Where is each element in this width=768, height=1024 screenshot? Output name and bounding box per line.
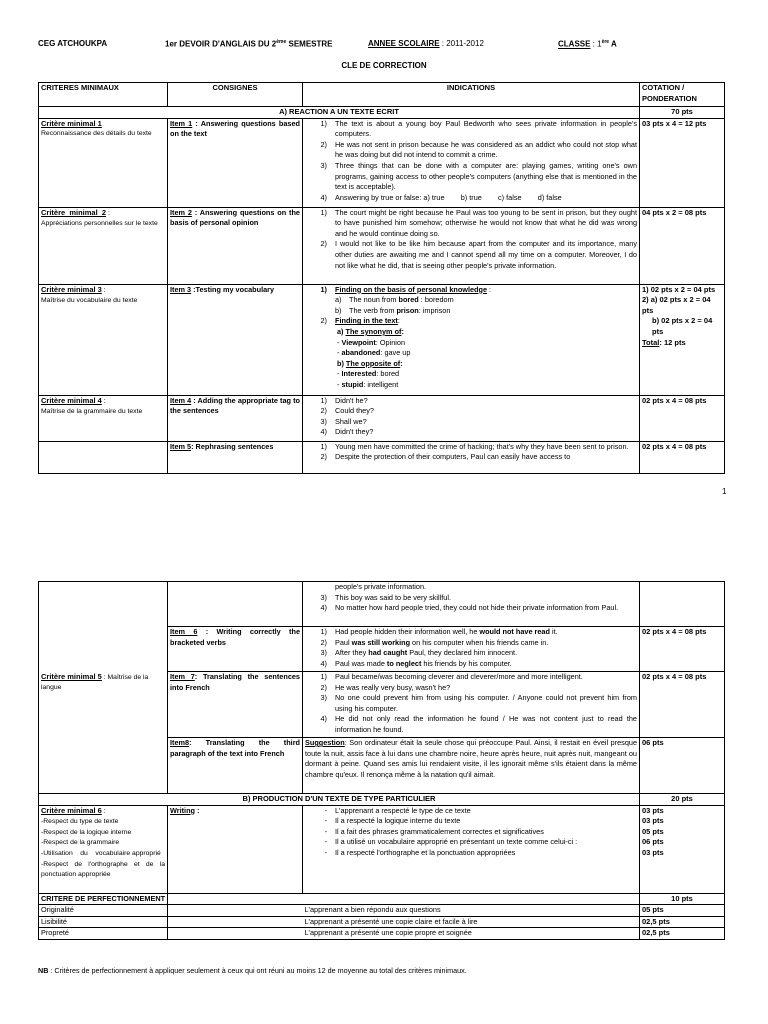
correction-table-page1 — [38, 82, 725, 474]
criterion-5-row — [39, 672, 725, 738]
criterion-2-cell: Critère minimal 2 : Appréciations personnelles sur le texte — [39, 207, 168, 284]
item-6-indications — [303, 627, 640, 672]
criterion-5-cell: Critère minimal 5 : Maîtrise de la langue — [39, 672, 168, 738]
item-2-points: 04 pts x 2 = 08 pts — [640, 207, 725, 284]
list-item: 2) Finding in the text: — [320, 316, 400, 326]
item-1-points: 03 pts x 4 = 12 pts — [640, 118, 725, 207]
item-7-points: 02 pts x 4 = 08 pts — [640, 672, 725, 738]
list-item: 3) This boy was said to be very skillful. — [320, 592, 451, 602]
table-row — [39, 928, 725, 940]
perf-points: 02,5 pts — [640, 928, 725, 940]
item-5-indications — [303, 441, 640, 473]
writing-points: 03 pts 03 pts 05 pts 06 pts 03 pts — [640, 805, 725, 893]
list-item: 3) After they had caught Paul, they declared him innocent. — [320, 648, 518, 658]
page-number: 1 — [722, 487, 727, 496]
list-item: 2) I would not like to be like him because apart from the computer and its importance, many other duties are awaiting me and I cannot spend all my time on a computer. Moreover, I do not like what he did, that is seeing other people's private information. — [320, 239, 637, 270]
item-8-cell: Item8: Translating the third paragraph of the text into French — [168, 738, 303, 794]
table-row — [39, 916, 725, 928]
item-7-cell: Item 7: Translating the sentences into French — [168, 672, 303, 738]
list-item: - Il a respecté la logique interne du texte — [324, 816, 461, 826]
list-item: 4) Didn't they? — [320, 427, 374, 437]
list-item: - Il a utilisé un vocabulaire approprié en présentant un texte comme celui-ci : — [324, 837, 578, 847]
perf-criterion: Originalité — [39, 905, 168, 917]
list-item: 4) He did not only read the information he found / He was not content just to read the information he found. — [320, 714, 637, 734]
perfectionnement-points: 10 pts — [640, 893, 725, 905]
list-item: 2) Could they? — [320, 406, 374, 416]
item-6-row — [39, 627, 725, 672]
list-item: 2) Despite the protection of their computers, Paul can easily have access to — [320, 452, 571, 462]
item-8-points: 06 pts — [640, 738, 725, 794]
section-b-points: 20 pts — [640, 794, 725, 806]
correction-table-page2 — [38, 581, 725, 940]
criterion-3-cell: Critère minimal 3 : Maîtrise du vocabulaire du texte — [39, 284, 168, 395]
list-item: 3) Three things that can be done with a computer are: playing games, writing one's own programs, gaining access to other people's computers (anything else that is mentioned in the text is acceptable). — [320, 160, 637, 192]
criterion-4-row — [39, 395, 725, 441]
criterion-6-row — [39, 805, 725, 893]
section-a-title: A) REACTION A UN TEXTE ECRIT — [39, 107, 640, 119]
section-b-row — [39, 794, 725, 806]
section-a-points: 70 pts — [640, 107, 725, 119]
criterion-3-row — [39, 284, 725, 395]
synonym-block: a) The synonym of: - Viewpoint: Opinion - abandoned: gave up b) The opposite of: - Interested: bored - stupid: intelligent — [337, 326, 411, 389]
table-header-row — [39, 83, 725, 107]
list-item: 1) Finding on the basis of personal knowledge : — [320, 284, 492, 294]
list-item: 3) No one could prevent him from using his computer. / Anyone could not prevent him from using his computer. — [320, 693, 637, 713]
footnote-nb: NB : Critères de perfectionnement à appliquer seulement à ceux qui ont réuni au moins 12 de moyenne au total des critères minimaux. — [38, 966, 467, 975]
criterion-1-title: Critère minimal 1 — [41, 118, 102, 128]
item-5-row — [39, 441, 725, 473]
perf-criterion: Propreté — [39, 928, 168, 940]
list-item: 2) Paul was still working on his computer when his friends came in. — [320, 637, 549, 647]
criterion-1-cell — [39, 118, 168, 207]
item-4-points: 02 pts x 4 = 08 pts — [640, 395, 725, 441]
item-5-continued-indications — [303, 582, 640, 627]
list-item: people's private information. — [335, 582, 427, 591]
col-header-criteres: CRITERES MINIMAUX — [39, 83, 168, 107]
list-item: - L'apprenant a respecté le type de ce texte — [324, 805, 471, 815]
perfectionnement-header-row — [39, 893, 725, 905]
criterion-1-row — [39, 118, 725, 207]
writing-indications — [303, 805, 640, 893]
item-3-indications — [303, 284, 640, 395]
list-item: 1) Had people hidden their information well, he would not have read it. — [320, 627, 558, 636]
item-8-row — [39, 738, 725, 794]
list-item: 1) The court might be right because he Paul was too young to be sent in prison, but they ought to have punished him somehow; otherwise he would not know that what he did was wrong and he would continue doing so. — [320, 207, 637, 238]
list-item: 1) Didn't he? — [320, 395, 368, 405]
list-item: a) The noun from bored : boredom — [335, 295, 454, 305]
criterion-4-cell: Critère minimal 4 : Maîtrise de la grammaire du texte — [39, 395, 168, 441]
perf-indication: L'apprenant a bien répondu aux questions — [303, 905, 640, 917]
list-item: 1) Paul became/was becoming cleverer and cleverer/more and more intelligent. — [320, 672, 583, 681]
col-header-consignes: CONSIGNES — [168, 83, 303, 107]
criterion-6-cell: Critère minimal 6 : -Respect du type de texte -Respect de la logique interne -Respect de la grammaire -Utilisation du vocabulaire approprié -Respect de l'orthographe et de la ponctuation appropriée — [39, 805, 168, 893]
item-7-indications — [303, 672, 640, 738]
perf-indication: L'apprenant a présenté une copie propre et soignée — [303, 928, 640, 940]
criterion-2-row — [39, 207, 725, 284]
list-item: - Il a respecté l'orthographe et la ponctuation appropriées — [324, 847, 516, 857]
list-item: 2) He was not sent in prison because he was considered as an addict who could not stop what he was doing but did not intend to commit a crime. — [320, 139, 637, 160]
perfectionnement-title: CRITERE DE PERFECTIONNEMENT — [39, 893, 168, 905]
section-b-title: B) PRODUCTION D'UN TEXTE DE TYPE PARTICULIER — [39, 794, 640, 806]
item-5-continued-row — [39, 582, 725, 627]
list-item: 4) Answering by true or false: a) true b) true c) false d) false — [320, 192, 562, 202]
item-2-cell: Item 2 : Answering questions on the basis of personal opinion — [168, 207, 303, 284]
col-header-indications: INDICATIONS — [303, 83, 640, 107]
perf-criterion: Lisibilité — [39, 916, 168, 928]
list-item: 4) No matter how hard people tried, they could not hide their private information from Paul. — [320, 603, 619, 613]
item-8-suggestion: Suggestion: Son ordinateur était la seule chose qui préoccupe Paul. Ainsi, il restait en éveil presque toute la nuit, assis face à lui dans une chambre noire, heure après heure, nuit après nuit, mangeant ou dormant à peine. Quand ses amis lui rendaient visite, il les ignorait même s'ils étaient dans la même chambre qu'eux. Il renonça même à la natation qu'il aimait. — [303, 738, 640, 794]
list-item: - Il a fait des phrases grammaticalement correctes et significatives — [324, 826, 544, 836]
item-1-indications — [303, 118, 640, 207]
list-item: b) The verb from prison: imprison — [335, 305, 451, 315]
criterion-1-desc: Reconnaissance des détails du texte — [41, 130, 152, 138]
item-6-points: 02 pts x 4 = 08 pts — [640, 627, 725, 672]
item-6-cell: Item 6 : Writing correctly the bracketed verbs — [168, 627, 303, 672]
item-3-cell: Item 3 :Testing my vocabulary — [168, 284, 303, 395]
list-item: 2) He was really very busy, wasn't he? — [320, 682, 451, 692]
item-5-cell: Item 5: Rephrasing sentences — [168, 441, 303, 473]
item-4-cell: Item 4 : Adding the appropriate tag to the sentences — [168, 395, 303, 441]
writing-cell: Writing : — [168, 805, 303, 893]
school-name: CEG ATCHOUKPA — [38, 39, 108, 48]
school-year: ANNEE SCOLAIRE : 2011-2012 — [368, 39, 484, 48]
document-subtitle: CLE DE CORRECTION — [341, 61, 427, 70]
devoir-title: 1er DEVOIR D'ANGLAIS DU 2ème SEMESTRE — [165, 39, 333, 49]
list-item: 4) Paul was made to neglect his friends by his computer. — [320, 658, 512, 668]
list-item: 1) Young men have committed the crime of hacking; that's why they have been sent to prison. — [320, 441, 629, 451]
list-item: 1) The text is about a young boy Paul Bedworth who sees private information in people's computers. — [320, 118, 637, 139]
item-3-points: 1) 02 pts x 2 = 04 pts 2) a) 02 pts x 2 = 04 pts b) 02 pts x 2 = 04 pts Total: 12 pts — [640, 284, 725, 395]
list-item: 3) Shall we? — [320, 416, 367, 426]
section-a-row — [39, 107, 725, 119]
item-1-cell: Item 1 : Answering questions based on the text — [168, 118, 303, 207]
col-header-cotation: COTATION / PONDERATION — [640, 83, 725, 107]
item-4-indications — [303, 395, 640, 441]
item-2-indications — [303, 207, 640, 284]
class-label: CLASSE : 1ère A — [558, 39, 617, 49]
perf-indication: L'apprenant a présenté une copie claire et facile à lire — [303, 916, 640, 928]
item-5-points: 02 pts x 4 = 08 pts — [640, 441, 725, 473]
perf-points: 02,5 pts — [640, 916, 725, 928]
table-row — [39, 905, 725, 917]
perf-points: 05 pts — [640, 905, 725, 917]
